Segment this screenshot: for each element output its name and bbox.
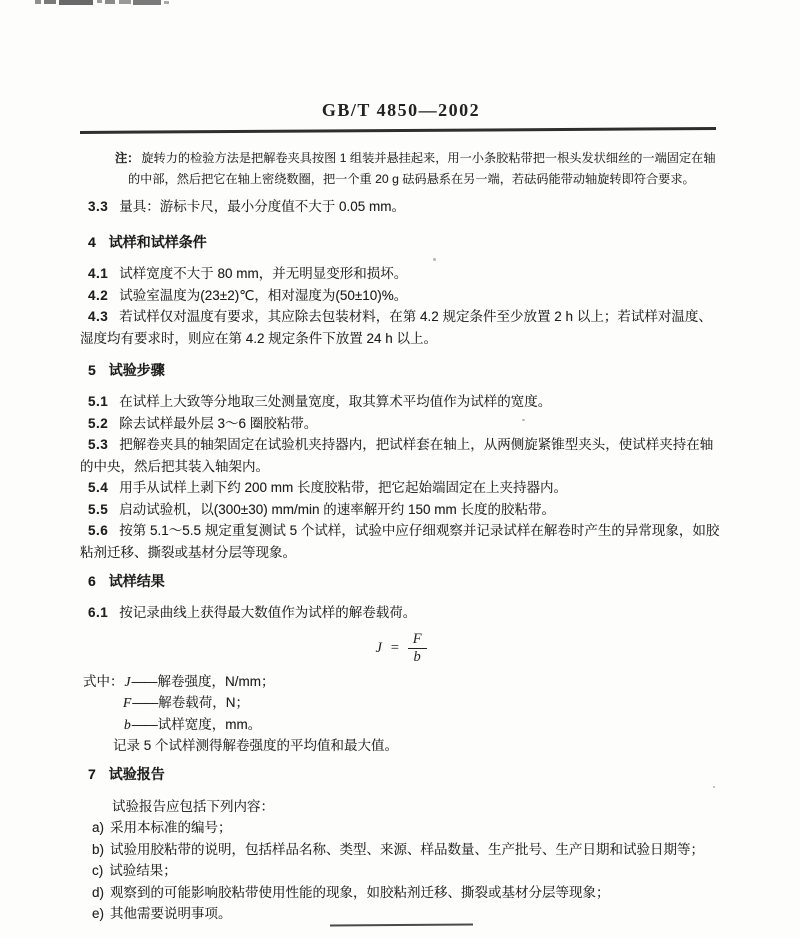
clause-5-5 bbox=[80, 499, 722, 521]
symbol-f: F bbox=[123, 695, 132, 710]
section-title: 试验报告 bbox=[108, 765, 165, 782]
clause-number: 6.1 bbox=[88, 605, 109, 620]
em-dash: —— bbox=[131, 673, 157, 689]
clause-5-4 bbox=[80, 477, 722, 499]
clause-5-1 bbox=[80, 391, 722, 413]
clause-number: 5.5 bbox=[88, 501, 109, 517]
clause-text: 试验室温度为(23±2)℃，相对湿度为(50±10)%。 bbox=[119, 287, 408, 303]
clause-text: 启动试验机，以(300±30) mm/min 的速率解开约 150 mm 长度的胶粘带。 bbox=[119, 501, 555, 517]
item-label: c) bbox=[92, 863, 104, 878]
report-item-a bbox=[80, 817, 722, 839]
bottom-scan-rule bbox=[330, 924, 473, 927]
report-item-e bbox=[80, 903, 722, 925]
clause-6-1 bbox=[80, 602, 722, 624]
document-page bbox=[80, 0, 722, 925]
item-text: 观察到的可能影响胶粘带使用性能的现象，如胶粘剂迁移、撕裂或基材分层等现象； bbox=[110, 884, 610, 900]
section-number: 4 bbox=[88, 234, 96, 250]
record-instruction: 记录 5 个试样测得解卷强度的平均值和最大值。 bbox=[113, 738, 399, 753]
section-number: 6 bbox=[88, 573, 96, 589]
item-label: e) bbox=[92, 906, 105, 921]
em-dash: —— bbox=[131, 716, 157, 732]
formula-equals: = bbox=[389, 640, 400, 656]
item-label: b) bbox=[92, 841, 105, 857]
clause-5-3 bbox=[80, 434, 722, 477]
item-text: 其他需要说明事项。 bbox=[110, 906, 232, 921]
section-5-heading bbox=[80, 360, 722, 380]
item-text: 试验结果； bbox=[109, 863, 177, 878]
section-number: 7 bbox=[88, 765, 96, 782]
symbol-j: J bbox=[124, 673, 131, 689]
item-label: a) bbox=[92, 820, 105, 835]
section-4-heading bbox=[80, 232, 722, 252]
formula-numerator: F bbox=[408, 632, 427, 649]
standard-number-header: GB/T 4850—2002 bbox=[321, 100, 481, 120]
report-intro: 试验报告应包括下列内容： bbox=[112, 798, 274, 814]
formula-denominator: b bbox=[413, 649, 421, 665]
note-text: 旋转力的检验方法是把解卷夹具按图 1 组装并悬挂起来，用一小条胶粘带把一根头发状细丝的一端固定在轴的中部，然后把它在轴上密绕数圈，把一个重 20 g 砝码悬系在另一端，若砝码能带动轴旋转即符合要求。 bbox=[128, 150, 716, 186]
item-label: d) bbox=[92, 884, 105, 900]
section-6-heading bbox=[80, 571, 722, 591]
clause-text: 试样宽度不大于 80 mm，并无明显变形和损坏。 bbox=[119, 266, 408, 281]
clause-text: 把解卷夹具的轴架固定在试验机夹持器内，把试样套在轴上，从两侧旋紧锥型夹头，使试样夹持在轴的中央，然后把其装入轴架内。 bbox=[80, 437, 714, 474]
clause-number: 4.2 bbox=[88, 287, 109, 303]
clause-text: 量具：游标卡尺，最小分度值不大于 0.05 mm。 bbox=[119, 198, 406, 214]
where-line-b bbox=[80, 714, 722, 736]
where-line-j bbox=[80, 671, 722, 693]
section-7-heading bbox=[80, 764, 722, 784]
clause-text: 除去试样最外层 3～6 圈胶粘带。 bbox=[119, 415, 318, 431]
item-text: 采用本标准的编号； bbox=[110, 820, 232, 835]
formula-unwind-strength bbox=[80, 629, 722, 669]
clause-text: 用手从试样上剥下约 200 mm 长度胶粘带，把它起始端固定在上夹持器内。 bbox=[119, 480, 568, 495]
report-item-d bbox=[80, 882, 722, 904]
scan-artifact-top-mark bbox=[44, 0, 56, 4]
clause-4-1 bbox=[80, 263, 722, 285]
header-rule bbox=[80, 127, 716, 133]
section-title: 试样和试样条件 bbox=[108, 234, 207, 250]
item-text: 试验用胶粘带的说明，包括样品名称、类型、来源、样品数量、生产批号、生产日期和试验日期等； bbox=[110, 841, 705, 857]
clause-number: 5.6 bbox=[88, 523, 109, 538]
clause-4-2 bbox=[80, 285, 722, 307]
clause-number: 5.1 bbox=[88, 394, 109, 409]
clause-3-3 bbox=[80, 196, 722, 218]
note-paragraph bbox=[80, 148, 722, 190]
symbol-desc: 解卷载荷，N； bbox=[158, 695, 249, 710]
em-dash: —— bbox=[132, 695, 158, 710]
scan-artifact-top-mark bbox=[35, 0, 41, 4]
clause-text: 按记录曲线上获得最大数值作为试样的解卷载荷。 bbox=[119, 605, 417, 620]
symbol-desc: 解卷强度，N/mm； bbox=[157, 673, 275, 689]
clause-5-2 bbox=[80, 413, 722, 435]
clause-number: 5.4 bbox=[88, 480, 109, 495]
clause-5-6 bbox=[80, 520, 722, 563]
clause-text: 若试样仅对温度有要求，其应除去包装材料，在第 4.2 规定条件至少放置 2 h 以上；若试样对温度、湿度均有要求时，则应在第 4.2 规定条件下放置 24 h 以上。 bbox=[80, 309, 712, 346]
symbol-b: b bbox=[124, 716, 131, 732]
where-label: 式中： bbox=[83, 673, 124, 689]
section-number: 5 bbox=[88, 362, 96, 378]
clause-number: 5.3 bbox=[88, 437, 109, 452]
section-title: 试验步骤 bbox=[108, 362, 165, 378]
where-line-f bbox=[80, 692, 722, 714]
symbol-desc: 试样宽度，mm。 bbox=[157, 716, 262, 732]
clause-4-3 bbox=[80, 306, 722, 349]
clause-number: 3.3 bbox=[88, 198, 109, 214]
clause-number: 4.3 bbox=[88, 309, 109, 324]
note-label: 注： bbox=[115, 150, 140, 165]
section-title: 试样结果 bbox=[108, 573, 165, 589]
report-item-b bbox=[80, 839, 722, 861]
clause-number: 5.2 bbox=[88, 415, 109, 431]
clause-text: 在试样上大致等分地取三处测量宽度，取其算术平均值作为试样的宽度。 bbox=[119, 394, 552, 409]
report-item-c bbox=[80, 860, 722, 882]
formula-lhs: J bbox=[375, 640, 382, 656]
formula-fraction bbox=[408, 632, 427, 665]
clause-text: 按第 5.1～5.5 规定重复测试 5 个试样，试验中应仔细观察并记录试样在解卷时产生的异常现象，如胶粘剂迁移、撕裂或基材分层等现象。 bbox=[80, 523, 720, 560]
clause-number: 4.1 bbox=[88, 266, 109, 281]
